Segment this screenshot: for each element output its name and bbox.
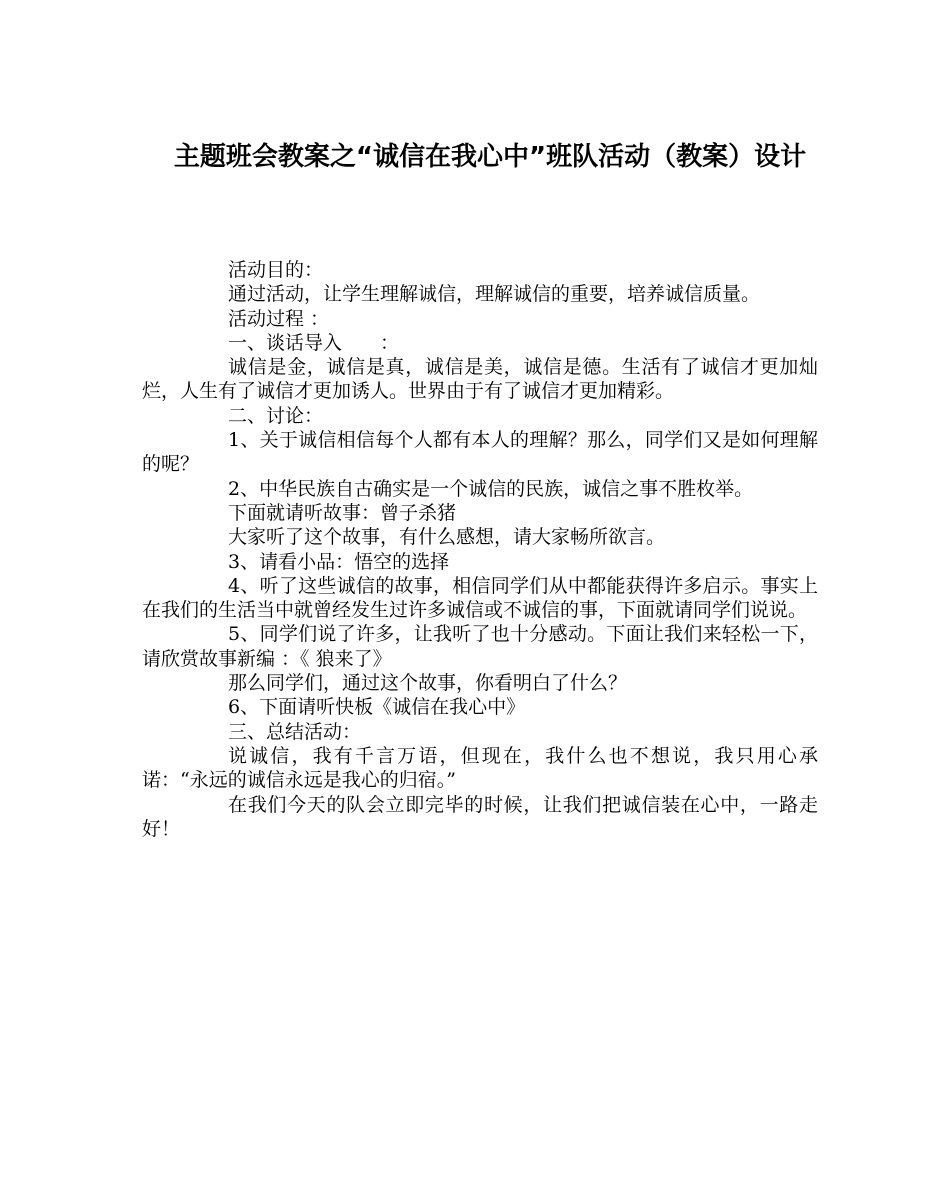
paragraph: 3、请看小品：悟空的选择 xyxy=(228,550,450,573)
paragraph-goal-heading: 活动目的： xyxy=(228,259,324,281)
paragraph: 5、同学们说了许多，让我听了也十分感动。下面让我们来轻松一下，请欣赏故事新编 ：《 狼来了》 xyxy=(142,623,818,670)
paragraph: 2、中华民族自古确实是一个诚信的民族，诚信之事不胜枚举。 xyxy=(228,477,754,500)
paragraph: 那么同学们，通过这个故事，你看明白了什么？ xyxy=(228,672,628,695)
paragraph: 4、听了这些诚信的故事，相信同学们从中都能获得许多启示。事实上在我们的生活当中就曾经发生过许多诚信或不诚信的事，下面就请同学们说说。 xyxy=(142,574,818,622)
paragraph: 大家听了这个故事，有什么感想，请大家畅所欲言。 xyxy=(228,526,666,549)
paragraph: 说诚信，我有千言万语，但现在，我什么也不想说，我只用心承诺：“永远的诚信永远是我心的归宿。” xyxy=(142,744,818,792)
paragraph: 在我们今天的队会立即完毕的时候，让我们把诚信装在心中，一路走好！ xyxy=(142,793,818,840)
paragraph: 通过活动，让学生理解诚信，理解诚信的重要，培养诚信质量。 xyxy=(228,283,761,306)
paragraph: 诚信是金，诚信是真，诚信是美，诚信是德。生活有了诚信才更加灿烂，人生有了诚信才更加诱人。世界由于有了诚信才更加精彩。 xyxy=(142,356,818,403)
paragraph: 6、下面请听快板《诚信在我心中》 xyxy=(228,696,526,719)
paragraph-process-heading: 活动过程 ： xyxy=(228,307,330,330)
section-heading: 二、讨论： xyxy=(228,404,324,427)
section-heading: 三、总结活动： xyxy=(228,720,362,743)
document-body xyxy=(142,258,818,841)
paragraph: 下面就请听故事：曾子杀猪 xyxy=(228,501,457,524)
section-heading: 一、谈话导入 ： xyxy=(228,331,400,354)
document-title: 主题班会教案之“诚信在我心中”班队活动（教案）设计 xyxy=(173,142,807,172)
paragraph: 1、关于诚信相信每个人都有本人的理解？那么，同学们又是如何理解的呢？ xyxy=(142,429,818,476)
